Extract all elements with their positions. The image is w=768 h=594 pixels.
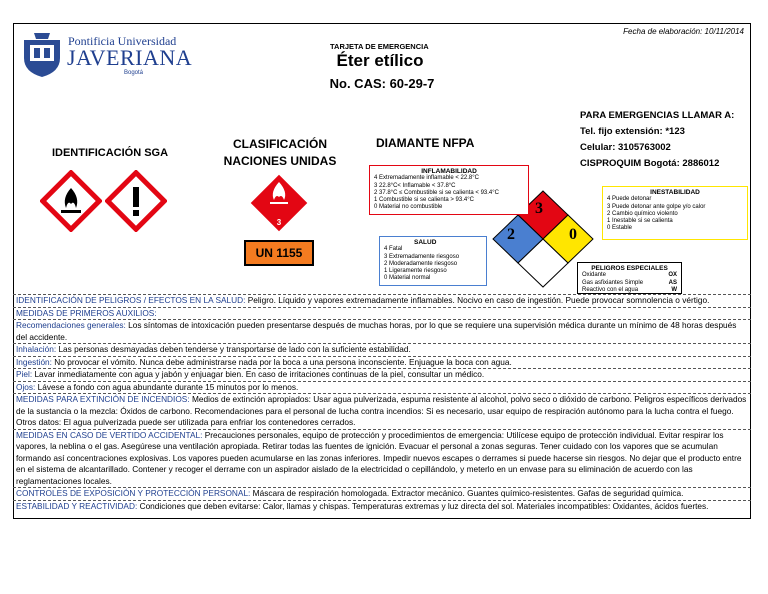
- instability-item: 1 Inestable si se calienta: [607, 218, 673, 225]
- nfpa-health-value: 2: [507, 226, 515, 243]
- substance-title: Éter etílico: [336, 51, 424, 70]
- flammability-title: INFLAMABILIDAD: [421, 168, 477, 175]
- row-estabilidad: ESTABILIDAD Y REACTIVIDAD: Condiciones que deben evitarse: Calor, llamas y chispas. Temperaturas extremas y luz directa del sol. Materiales incompatibles: Oxidantes, ácidos fuertes.: [16, 500, 709, 511]
- nfpa-special-legend: [577, 262, 682, 294]
- crest-icon: [20, 32, 64, 78]
- health-item: 1 Ligeramente riesgoso: [384, 268, 447, 275]
- row-vertido: MEDIDAS EN CASO DE VERTIDO ACCIDENTAL: Precauciones personales, equipo de protección y procedimientos de emergencia: Utilícese equipo de protección individual. Evitar respirar los vapores, la neblina o el gas. Asegúrese una ventilación apropiada. Retirar todas las fuentes de ignición. Evacuar el personal a zonas seguras. Tener cuidado con los vapores que se acumulan formando así concentraciones explosivas. Los vapores pueden acumularse en las zonas inferiores. Impedir nuevos escapes o derrames si puede hacerse sin riesgos. No dejar que el producto entre en el sistema de alcantarillado. Contener y recoger el derrame con un aspirador aislado de la electricidad o cepillándolo, y meterlo en un envase para su eliminación de acuerdo con las reglamentaciones locales.: [13, 430, 751, 489]
- emergency-tel: Tel. fijo extensión: *123: [580, 126, 685, 137]
- special-title: PELIGROS ESPECIALES: [591, 265, 668, 272]
- row-inhalacion: Inhalación: Las personas desmayadas deben tenderse y transportarse de lado con la suficiente estabilidad.: [13, 344, 751, 357]
- fecha-elaboracion: Fecha de elaboración: 10/11/2014: [623, 27, 744, 36]
- row-proteccion: CONTROLES DE EXPOSICIÓN Y PROTECCIÓN PERSONAL: Máscara de respiración homologada. Extractor mecánico. Guantes químico-resistentes. Gafas de seguridad química.: [13, 488, 751, 501]
- nfpa-health-legend: [379, 236, 487, 286]
- row-extincion: MEDIDAS PARA EXTINCIÓN DE INCENDIOS: Medios de extinción apropiados: Usar agua pulverizada, espuma resistente al alcohol, polvo seco o dióxido de carbono. Peligros específicos derivados de la sustancia o la mezcla: Óxidos de carbono. Recomendaciones para el personal de lucha contra incendios: Si es necesario, usar equipo de respiración autónomo para la lucha contra el fuego. Otros datos: El agua pulverizada puede ser utilizada para enfriar los contenedores cerrados.: [13, 394, 751, 430]
- instability-item: 2 Cambio químico violento: [607, 210, 678, 217]
- row-piel: Piel: Lavar inmediatamente con agua y jabón y enjuagar bien. En caso de irritaciones continuas de la piel, consultar un médico.: [13, 369, 751, 382]
- un-heading-line2: NACIONES UNIDAS: [223, 154, 337, 168]
- flam-item: 1 Combustible si se calienta > 93.4°C: [374, 197, 474, 204]
- un-class-number: 3: [276, 218, 282, 227]
- special-item: Gas asfixiantes Simple AS: [582, 279, 677, 286]
- sga-heading: IDENTIFICACIÓN SGA: [51, 147, 169, 159]
- logo-line3: Bogotá: [124, 70, 144, 76]
- instability-item: 0 Estable: [607, 225, 633, 232]
- emergency-cisproquim: CISPROQUIM Bogotá: 2886012: [580, 158, 720, 169]
- emergency-contacts: [580, 108, 734, 172]
- health-item: 3 Extremadamente riesgoso: [384, 253, 460, 260]
- emergency-title: PARA EMERGENCIAS LLAMAR A:: [580, 110, 735, 121]
- row-ingestion: Ingestión: No provocar el vómito. Nunca debe administrarse nada por la boca a una persona inconsciente. Enjuague la boca con agua.: [13, 357, 751, 370]
- nfpa-flammability-value: 3: [535, 200, 543, 217]
- safety-info-rows: [13, 294, 751, 512]
- un-heading-line1: CLASIFICACIÓN: [233, 137, 327, 151]
- logo-line1: Pontificia Universidad: [68, 34, 177, 48]
- cas-number: No. CAS: 60-29-7: [329, 76, 435, 91]
- emergency-cel: Celular: 3105763002: [580, 142, 671, 153]
- flame-pictogram-icon: [40, 170, 102, 232]
- health-item: 4 Fatal: [384, 246, 403, 253]
- row-peligros: IDENTIFICACIÓN DE PELIGROS / EFECTOS EN LA SALUD: Peligro. Líquido y vapores extremadamente inflamables. Nocivo en caso de ingestión. Puede provocar somnolencia o vértigo.: [13, 295, 751, 308]
- flam-item: 3 22.8°C< Inflamable < 37.8°C: [374, 182, 456, 189]
- university-logo: [20, 32, 195, 80]
- nfpa-instability-legend: [602, 186, 748, 240]
- row-recomendaciones: Recomendaciones generales: Los síntomas de intoxicación pueden presentarse después de muchas horas, por lo que se requiere una supervisión médica durante un mínimo de 48 horas después del accidente.: [13, 320, 751, 344]
- nfpa-heading: DIAMANTE NFPA: [376, 136, 475, 150]
- flam-item: 0 Material no combustible: [374, 204, 443, 211]
- nfpa-instability-value: 0: [569, 226, 577, 243]
- exclamation-pictogram-icon: [105, 170, 167, 232]
- flam-item: 2 37.8°C ≤ Combustible si se calienta < 93.4°C: [374, 189, 499, 196]
- health-title: SALUD: [414, 239, 437, 246]
- health-item: 2 Moderadamente riesgoso: [384, 260, 458, 267]
- special-item: Reactivo con el agua W: [582, 286, 677, 293]
- row-primeros-auxilios: MEDIDAS DE PRIMEROS AUXILIOS:: [13, 308, 751, 321]
- health-item: 0 Material normal: [384, 275, 431, 282]
- logo-line2: JAVERIANA: [67, 45, 193, 70]
- flam-item: 4 Extremadamente inflamable < 22.8°C: [374, 175, 479, 182]
- instability-title: INESTABILIDAD: [650, 189, 700, 196]
- special-item: Oxidante OX: [582, 272, 677, 279]
- row-ojos: Ojos: Lávese a fondo con agua abundante durante 15 minutos por lo menos.: [13, 382, 751, 395]
- instability-item: 4 Puede detonar: [607, 196, 652, 203]
- card-type: TARJETA DE EMERGENCIA: [330, 42, 429, 51]
- nfpa-flammability-legend: [369, 165, 529, 215]
- un-number-badge: UN 1155: [244, 240, 314, 266]
- instability-item: 3 Puede detonar ante golpe y/o calor: [607, 203, 706, 210]
